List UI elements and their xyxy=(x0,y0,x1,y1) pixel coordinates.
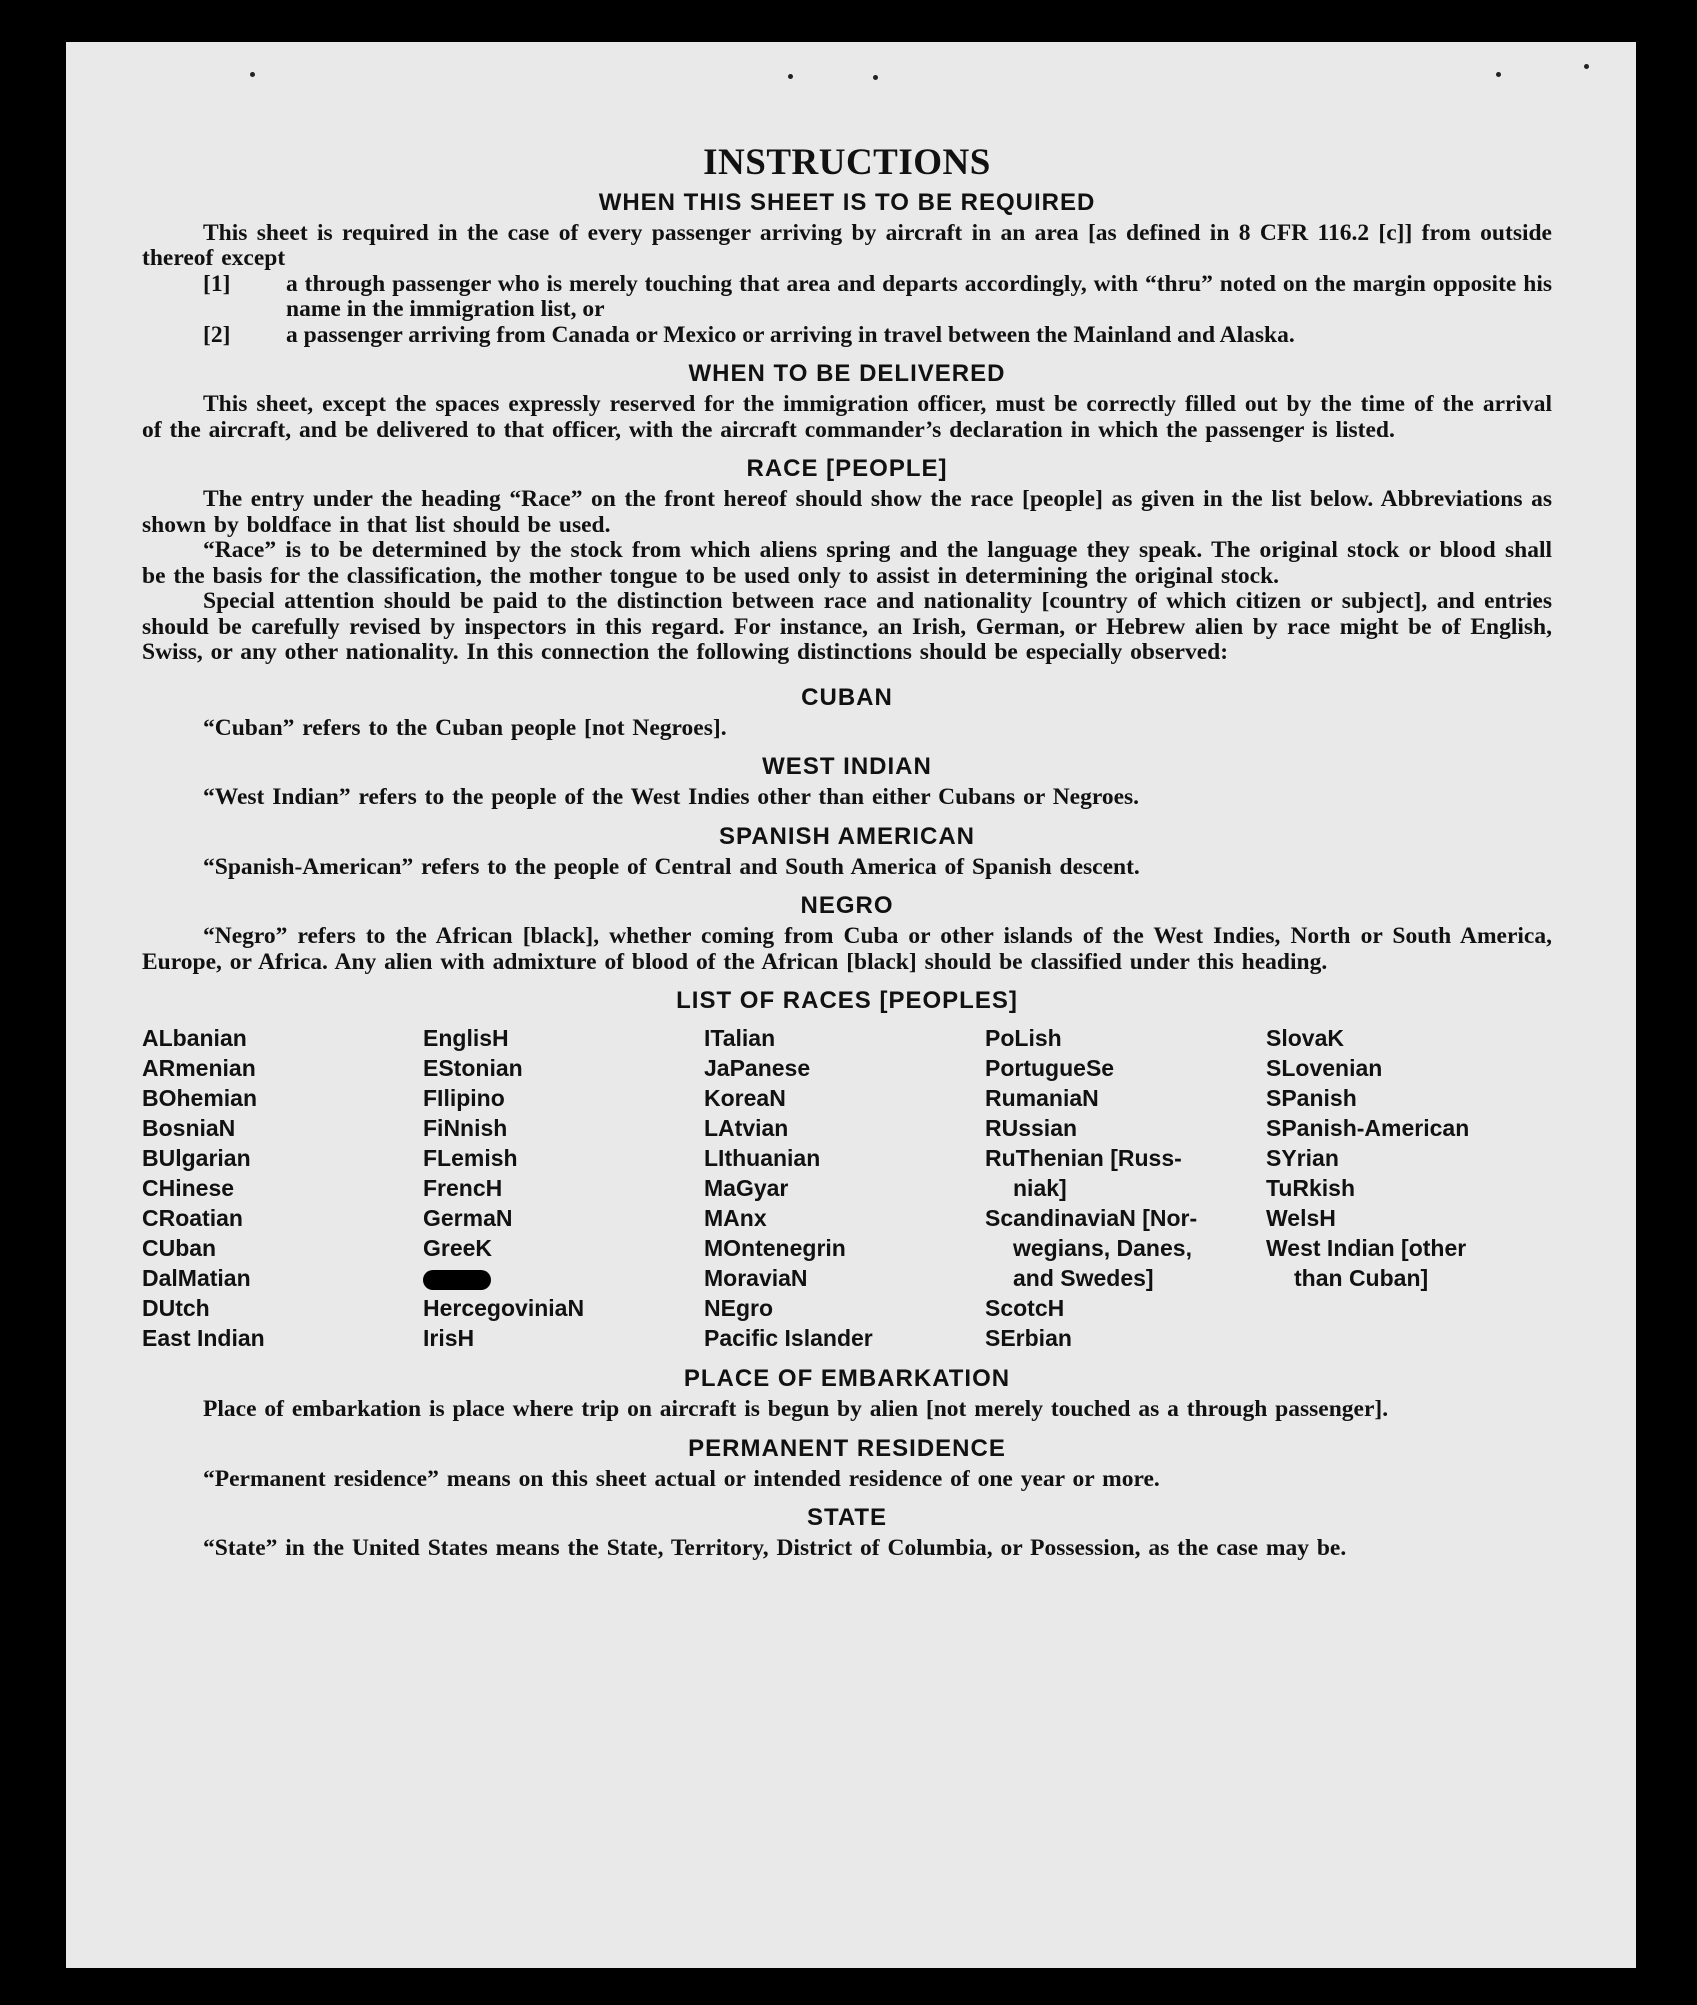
race-entry: LIthuanian xyxy=(704,1145,821,1172)
race-entry: MAnx xyxy=(704,1205,767,1232)
race-entry: FLemish xyxy=(423,1145,518,1172)
race-entry-continuation: wegians, Danes, xyxy=(1013,1235,1192,1262)
heading-negro: NEGRO xyxy=(800,892,894,920)
punch-mark xyxy=(250,72,255,77)
document-sheet xyxy=(66,42,1636,1968)
item-number: [2] xyxy=(203,321,231,348)
race-entry: ARmenian xyxy=(142,1055,256,1082)
race-entry: FIlipino xyxy=(423,1085,505,1112)
race-entry: ITalian xyxy=(704,1025,776,1052)
embarkation-text: Place of embarkation is place where trip on aircraft is begun by alien [not merely touched as a through passenger]. xyxy=(203,1396,1389,1423)
race-entry: CHinese xyxy=(142,1175,235,1202)
race-entry: TuRkish xyxy=(1266,1175,1356,1202)
race-entry: SPanish xyxy=(1266,1085,1357,1112)
heading-when-delivered: WHEN TO BE DELIVERED xyxy=(688,360,1006,388)
races-column xyxy=(423,1023,704,1353)
race-entry: CUban xyxy=(142,1235,217,1262)
race-entry: RuThenian [Russ- xyxy=(985,1145,1182,1172)
required-exceptions-list xyxy=(203,272,1552,349)
race-entry: Pacific Islander xyxy=(704,1325,873,1352)
race-entry-continued xyxy=(985,1233,1266,1263)
race-entry-continuation: niak] xyxy=(1013,1175,1067,1202)
heading-west-indian: WEST INDIAN xyxy=(762,753,932,781)
race-entry: GreeK xyxy=(423,1235,493,1262)
heading-cuban: CUBAN xyxy=(801,683,893,711)
race-entry: DUtch xyxy=(142,1295,210,1322)
redaction-mark xyxy=(423,1270,491,1290)
race-paragraph-1: The entry under the heading “Race” on the front hereof should show the race [people] as given in the list below. Abbreviations as shown by boldface in that list should be used. xyxy=(142,486,1552,538)
heading-list-of-races: LIST OF RACES [PEOPLES] xyxy=(676,987,1018,1015)
punch-mark xyxy=(1496,72,1501,77)
race-entry: FrencH xyxy=(423,1175,503,1202)
race-entry: LAtvian xyxy=(704,1115,789,1142)
list-item xyxy=(203,272,1552,323)
residence-text: “Permanent residence” means on this sheet actual or intended residence of one year or more. xyxy=(203,1465,1160,1492)
race-entry: RUssian xyxy=(985,1115,1078,1142)
race-entry: BosniaN xyxy=(142,1115,236,1142)
negro-text: “Negro” refers to the African [black], whether coming from Cuba or other islands of the West Indies, North or South America, Europe, or Africa. Any alien with admixture of blood of the African [black] should be classified under this heading. xyxy=(142,923,1552,975)
race-entry: PortugueSe xyxy=(985,1055,1115,1082)
race-entry: West Indian [other xyxy=(1266,1235,1467,1262)
race-entry: East Indian xyxy=(142,1325,265,1352)
race-entry: CRoatian xyxy=(142,1205,243,1232)
race-entry-continued xyxy=(1266,1263,1547,1293)
races-column xyxy=(1266,1023,1547,1353)
race-entry: ScotcH xyxy=(985,1295,1065,1322)
races-column xyxy=(142,1023,423,1353)
list-item xyxy=(203,323,1552,349)
race-entry: RumaniaN xyxy=(985,1085,1099,1112)
required-intro: This sheet is required in the case of every passenger arriving by aircraft in an area [as defined in 8 CFR 116.2 [c]] from outside thereof except xyxy=(142,219,1552,272)
race-paragraph-2: “Race” is to be determined by the stock from which aliens spring and the language they speak. The original stock or blood shall be the basis for the classification, the mother tongue to be used only to assist in determining the original stock. xyxy=(142,537,1552,589)
heading-when-required: WHEN THIS SHEET IS TO BE REQUIRED xyxy=(598,188,1096,216)
race-entry: SLovenian xyxy=(1266,1055,1383,1082)
heading-spanish-american: SPANISH AMERICAN xyxy=(718,822,975,850)
heading-race: RACE [PEOPLE] xyxy=(746,455,948,483)
race-entry: ALbanian xyxy=(142,1025,247,1052)
race-paragraph-3: Special attention should be paid to the distinction between race and nationality [country of which citizen or subject], and entries should be carefully revised by inspectors in this regard. For instance, an Irish, German, or Hebrew alien by race might be of English, Swiss, or any other nationality. In this connection the following distinctions should be especially observed: xyxy=(142,588,1552,666)
state-text: “State” in the United States means the State, Territory, District of Columbia, or Possession, as the case may be. xyxy=(203,1535,1347,1562)
race-entry: GermaN xyxy=(423,1205,513,1232)
race-entry: IrisH xyxy=(423,1325,475,1352)
race-entry: SlovaK xyxy=(1266,1025,1344,1052)
race-entry: EnglisH xyxy=(423,1025,509,1052)
heading-place-of-embarkation: PLACE OF EMBARKATION xyxy=(683,1365,1011,1393)
delivered-text: This sheet, except the spaces expressly reserved for the immigration officer, must be correctly filled out by the time of the arrival of the aircraft, and be delivered to that officer, with the aircraft commander’s declaration in which the passenger is listed. xyxy=(142,391,1552,443)
punch-mark xyxy=(873,75,878,80)
item-text: a passenger arriving from Canada or Mexico or arriving in travel between the Mainland and Alaska. xyxy=(286,321,1295,348)
page-title: INSTRUCTIONS xyxy=(703,142,991,183)
item-number: [1] xyxy=(203,270,231,297)
race-entry: JaPanese xyxy=(704,1055,811,1082)
races-table xyxy=(142,1023,1552,1353)
race-entry: MOntenegrin xyxy=(704,1235,846,1262)
race-entry-continued xyxy=(985,1173,1266,1203)
race-entry: KoreaN xyxy=(704,1085,786,1112)
race-entry: SYrian xyxy=(1266,1145,1339,1172)
races-column xyxy=(704,1023,985,1353)
race-entry: HercegoviniaN xyxy=(423,1295,585,1322)
punch-mark xyxy=(788,74,793,79)
item-text: a through passenger who is merely touching that area and departs accordingly, with “thru” noted on the margin opposite his name in the immigration list, or xyxy=(286,270,1552,323)
west-indian-text: “West Indian” refers to the people of the West Indies other than either Cubans or Negroes. xyxy=(203,784,1140,811)
spanish-american-text: “Spanish-American” refers to the people of Central and South America of Spanish descent. xyxy=(203,853,1140,880)
race-entry: EStonian xyxy=(423,1055,523,1082)
punch-mark xyxy=(1584,64,1589,69)
race-entry: SPanish-American xyxy=(1266,1115,1470,1142)
race-entry: FiNnish xyxy=(423,1115,508,1142)
race-entry: ScandinaviaN [Nor- xyxy=(985,1205,1198,1232)
race-entry-continuation: and Swedes] xyxy=(1013,1265,1154,1292)
race-entry: SErbian xyxy=(985,1325,1072,1352)
race-entry: BOhemian xyxy=(142,1085,258,1112)
race-entry: WelsH xyxy=(1266,1205,1336,1232)
races-column xyxy=(985,1023,1266,1353)
race-entry: NEgro xyxy=(704,1295,773,1322)
race-entry: PoLish xyxy=(985,1025,1062,1052)
race-entry-continued xyxy=(985,1263,1266,1293)
race-entry: MoraviaN xyxy=(704,1265,808,1292)
instructions-content xyxy=(142,142,1552,1562)
heading-state: STATE xyxy=(806,1504,888,1532)
heading-permanent-residence: PERMANENT RESIDENCE xyxy=(688,1434,1006,1462)
redacted-entry xyxy=(423,1263,704,1293)
race-entry: MaGyar xyxy=(704,1175,789,1202)
cuban-text: “Cuban” refers to the Cuban people [not Negroes]. xyxy=(203,714,727,741)
race-entry-continuation: than Cuban] xyxy=(1294,1265,1429,1292)
race-entry: BUlgarian xyxy=(142,1145,251,1172)
race-entry: DalMatian xyxy=(142,1265,251,1292)
